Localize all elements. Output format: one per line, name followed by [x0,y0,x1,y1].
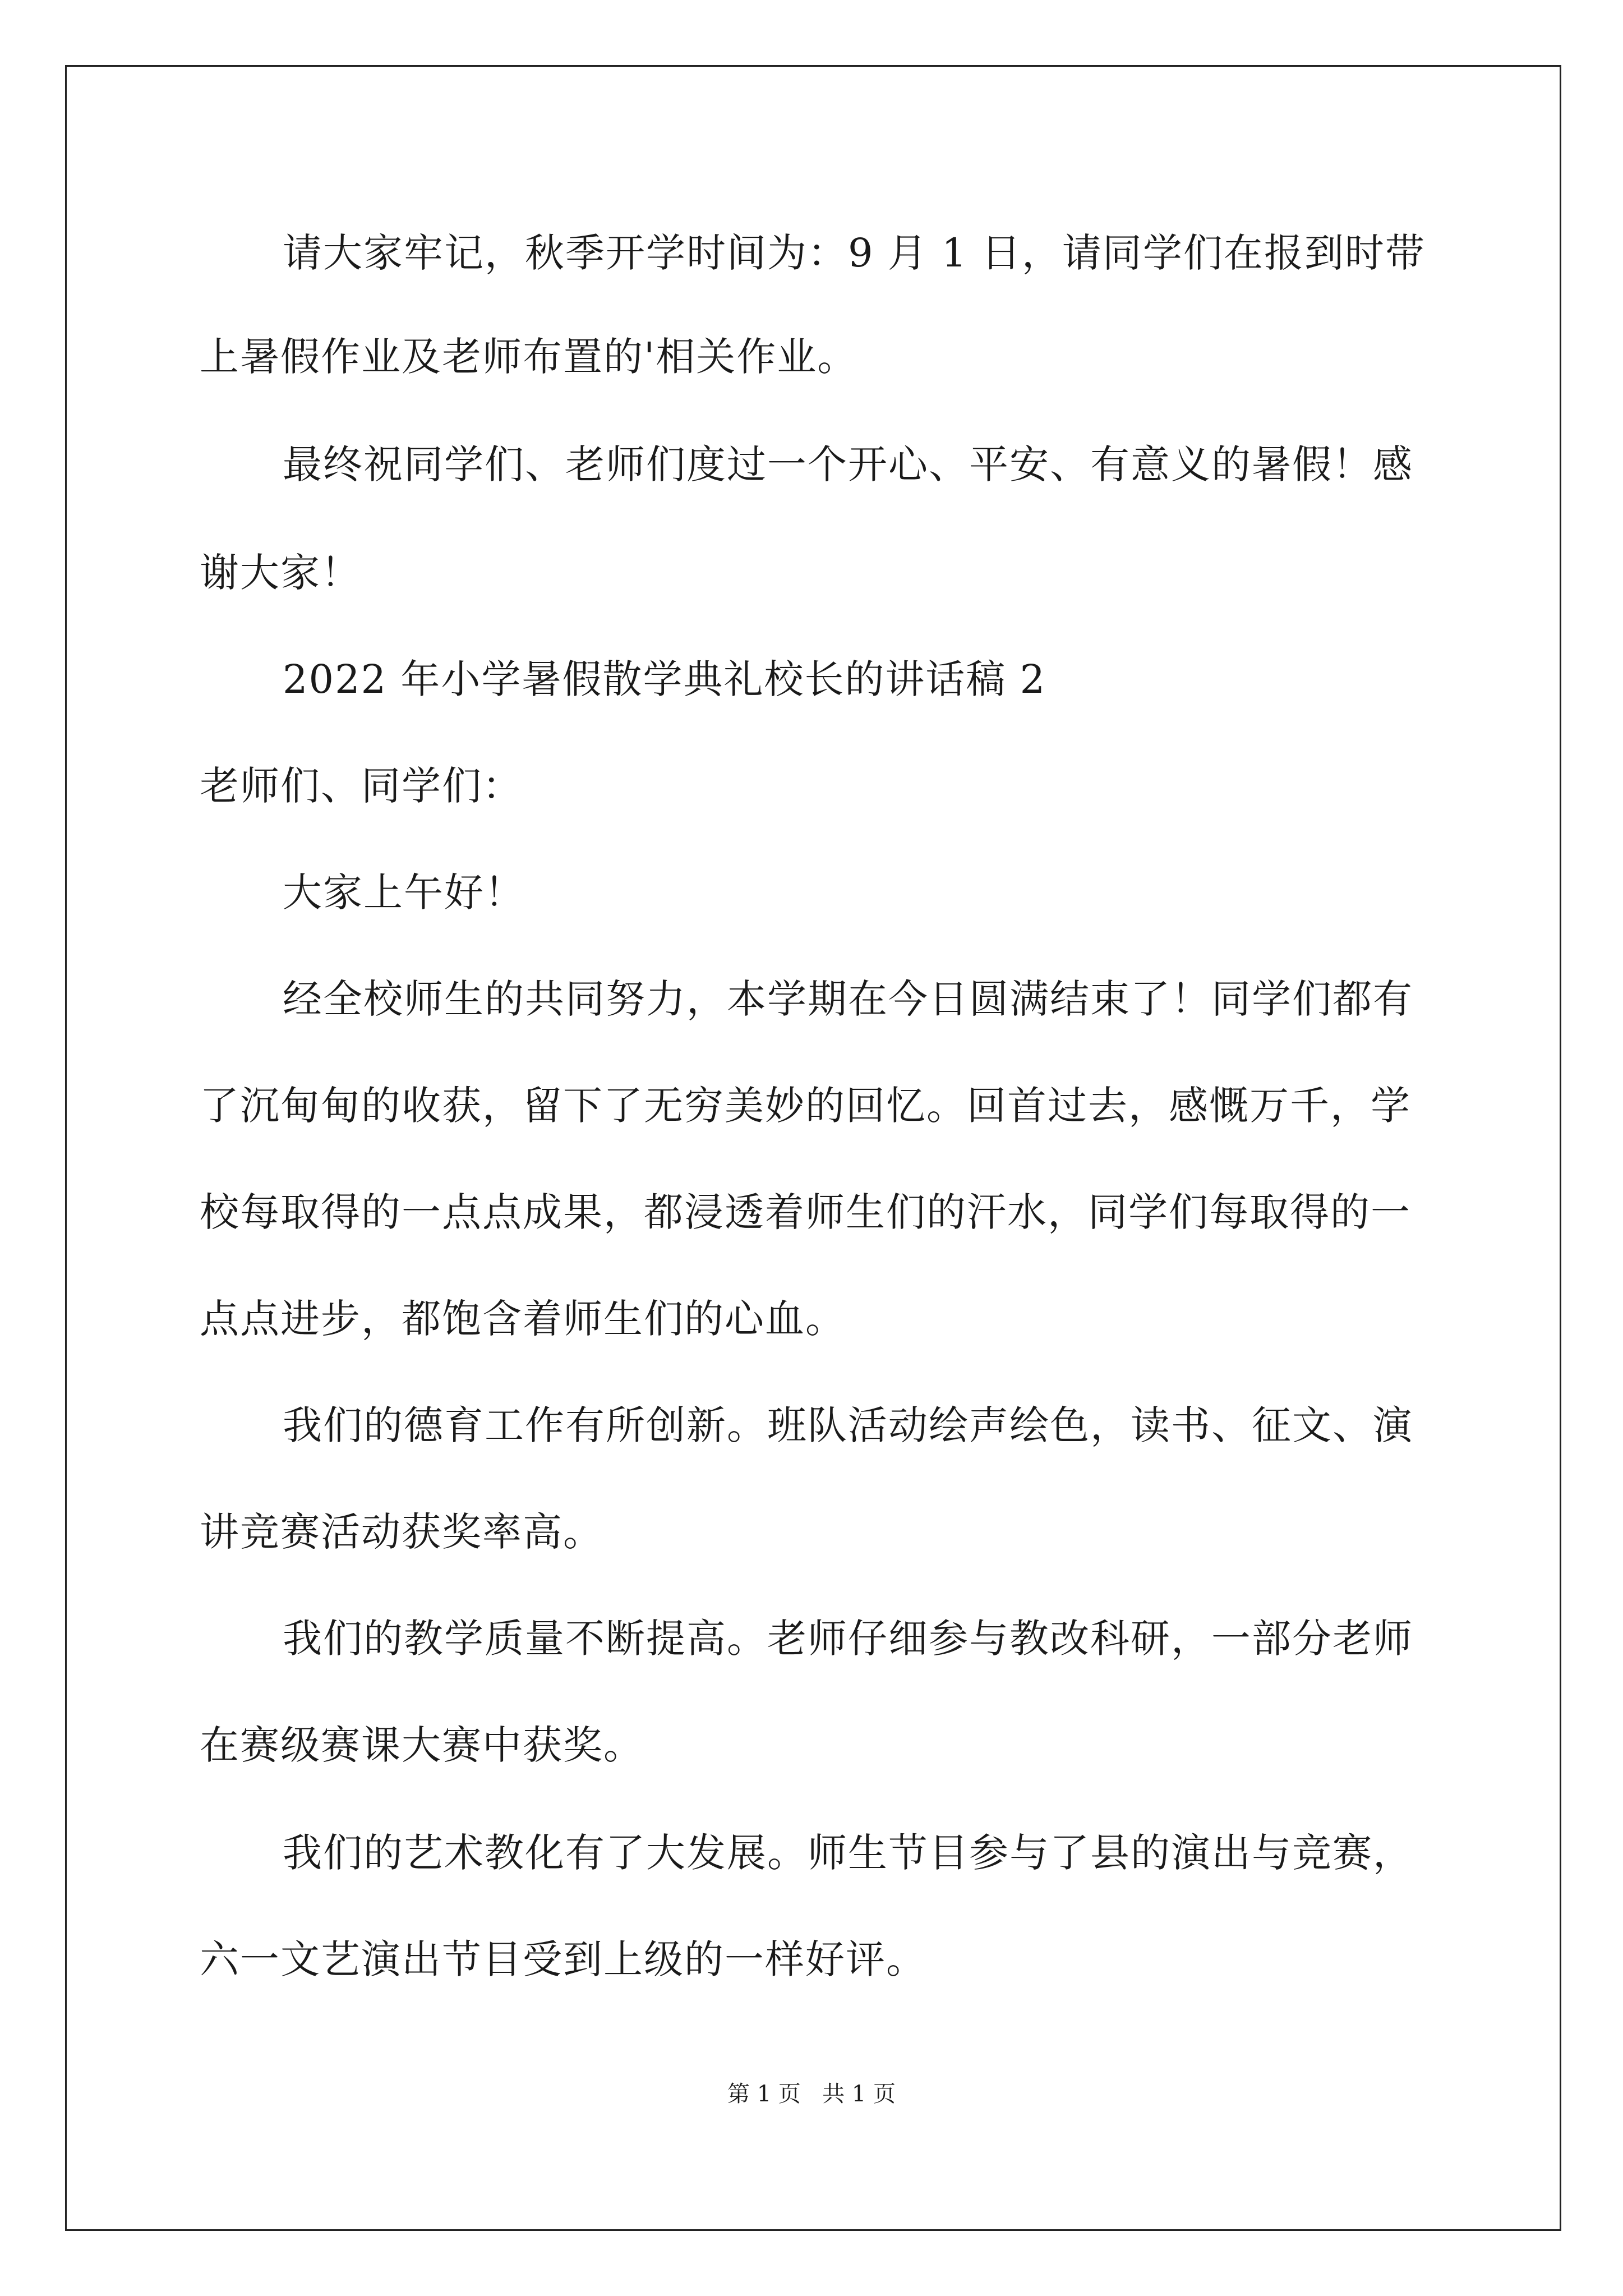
paragraph-line: 讲竞赛活动获奖率高。 [200,1509,603,1555]
paragraph-line: 我们的德育工作有所创新。班队活动绘声绘色，读书、征文、演 [283,1402,1413,1448]
paragraph-line: 经全校师生的共同努力，本学期在今日圆满结束了！同学们都有 [283,976,1413,1022]
paragraph-line: 在赛级赛课大赛中获奖。 [200,1722,644,1768]
paragraph-line: 六一文艺演出节目受到上级的一样好评。 [200,1936,926,1982]
section-heading: 2022 年小学暑假散学典礼校长的讲话稿 2 [283,656,1046,702]
paragraph-line: 最终祝同学们、老师们度过一个开心、平安、有意义的暑假！感 [283,441,1413,487]
page-border [65,65,1561,2231]
salutation: 老师们、同学们： [200,763,523,809]
paragraph-line: 请大家牢记，秋季开学时间为：9 月 1 日，请同学们在报到时带 [283,230,1426,276]
paragraph-line: 点点进步，都饱含着师生们的心血。 [200,1296,846,1342]
page-footer: 第 1 页 共 1 页 [727,2081,896,2107]
paragraph-line: 上暑假作业及老师布置的'相关作业。 [200,334,858,380]
paragraph-line: 谢大家！ [200,550,361,596]
paragraph-line: 我们的艺术教化有了大发展。师生节目参与了县的演出与竞赛， [283,1830,1413,1876]
paragraph-line: 了沉甸甸的收获，留下了无穷美妙的回忆。回首过去，感慨万千，学 [200,1083,1411,1129]
greeting: 大家上午好！ [283,869,525,915]
paragraph-line: 校每取得的一点点成果，都浸透着师生们的汗水，同学们每取得的一 [200,1189,1411,1235]
paragraph-line: 我们的教学质量不断提高。老师仔细参与教改科研，一部分老师 [283,1616,1413,1662]
